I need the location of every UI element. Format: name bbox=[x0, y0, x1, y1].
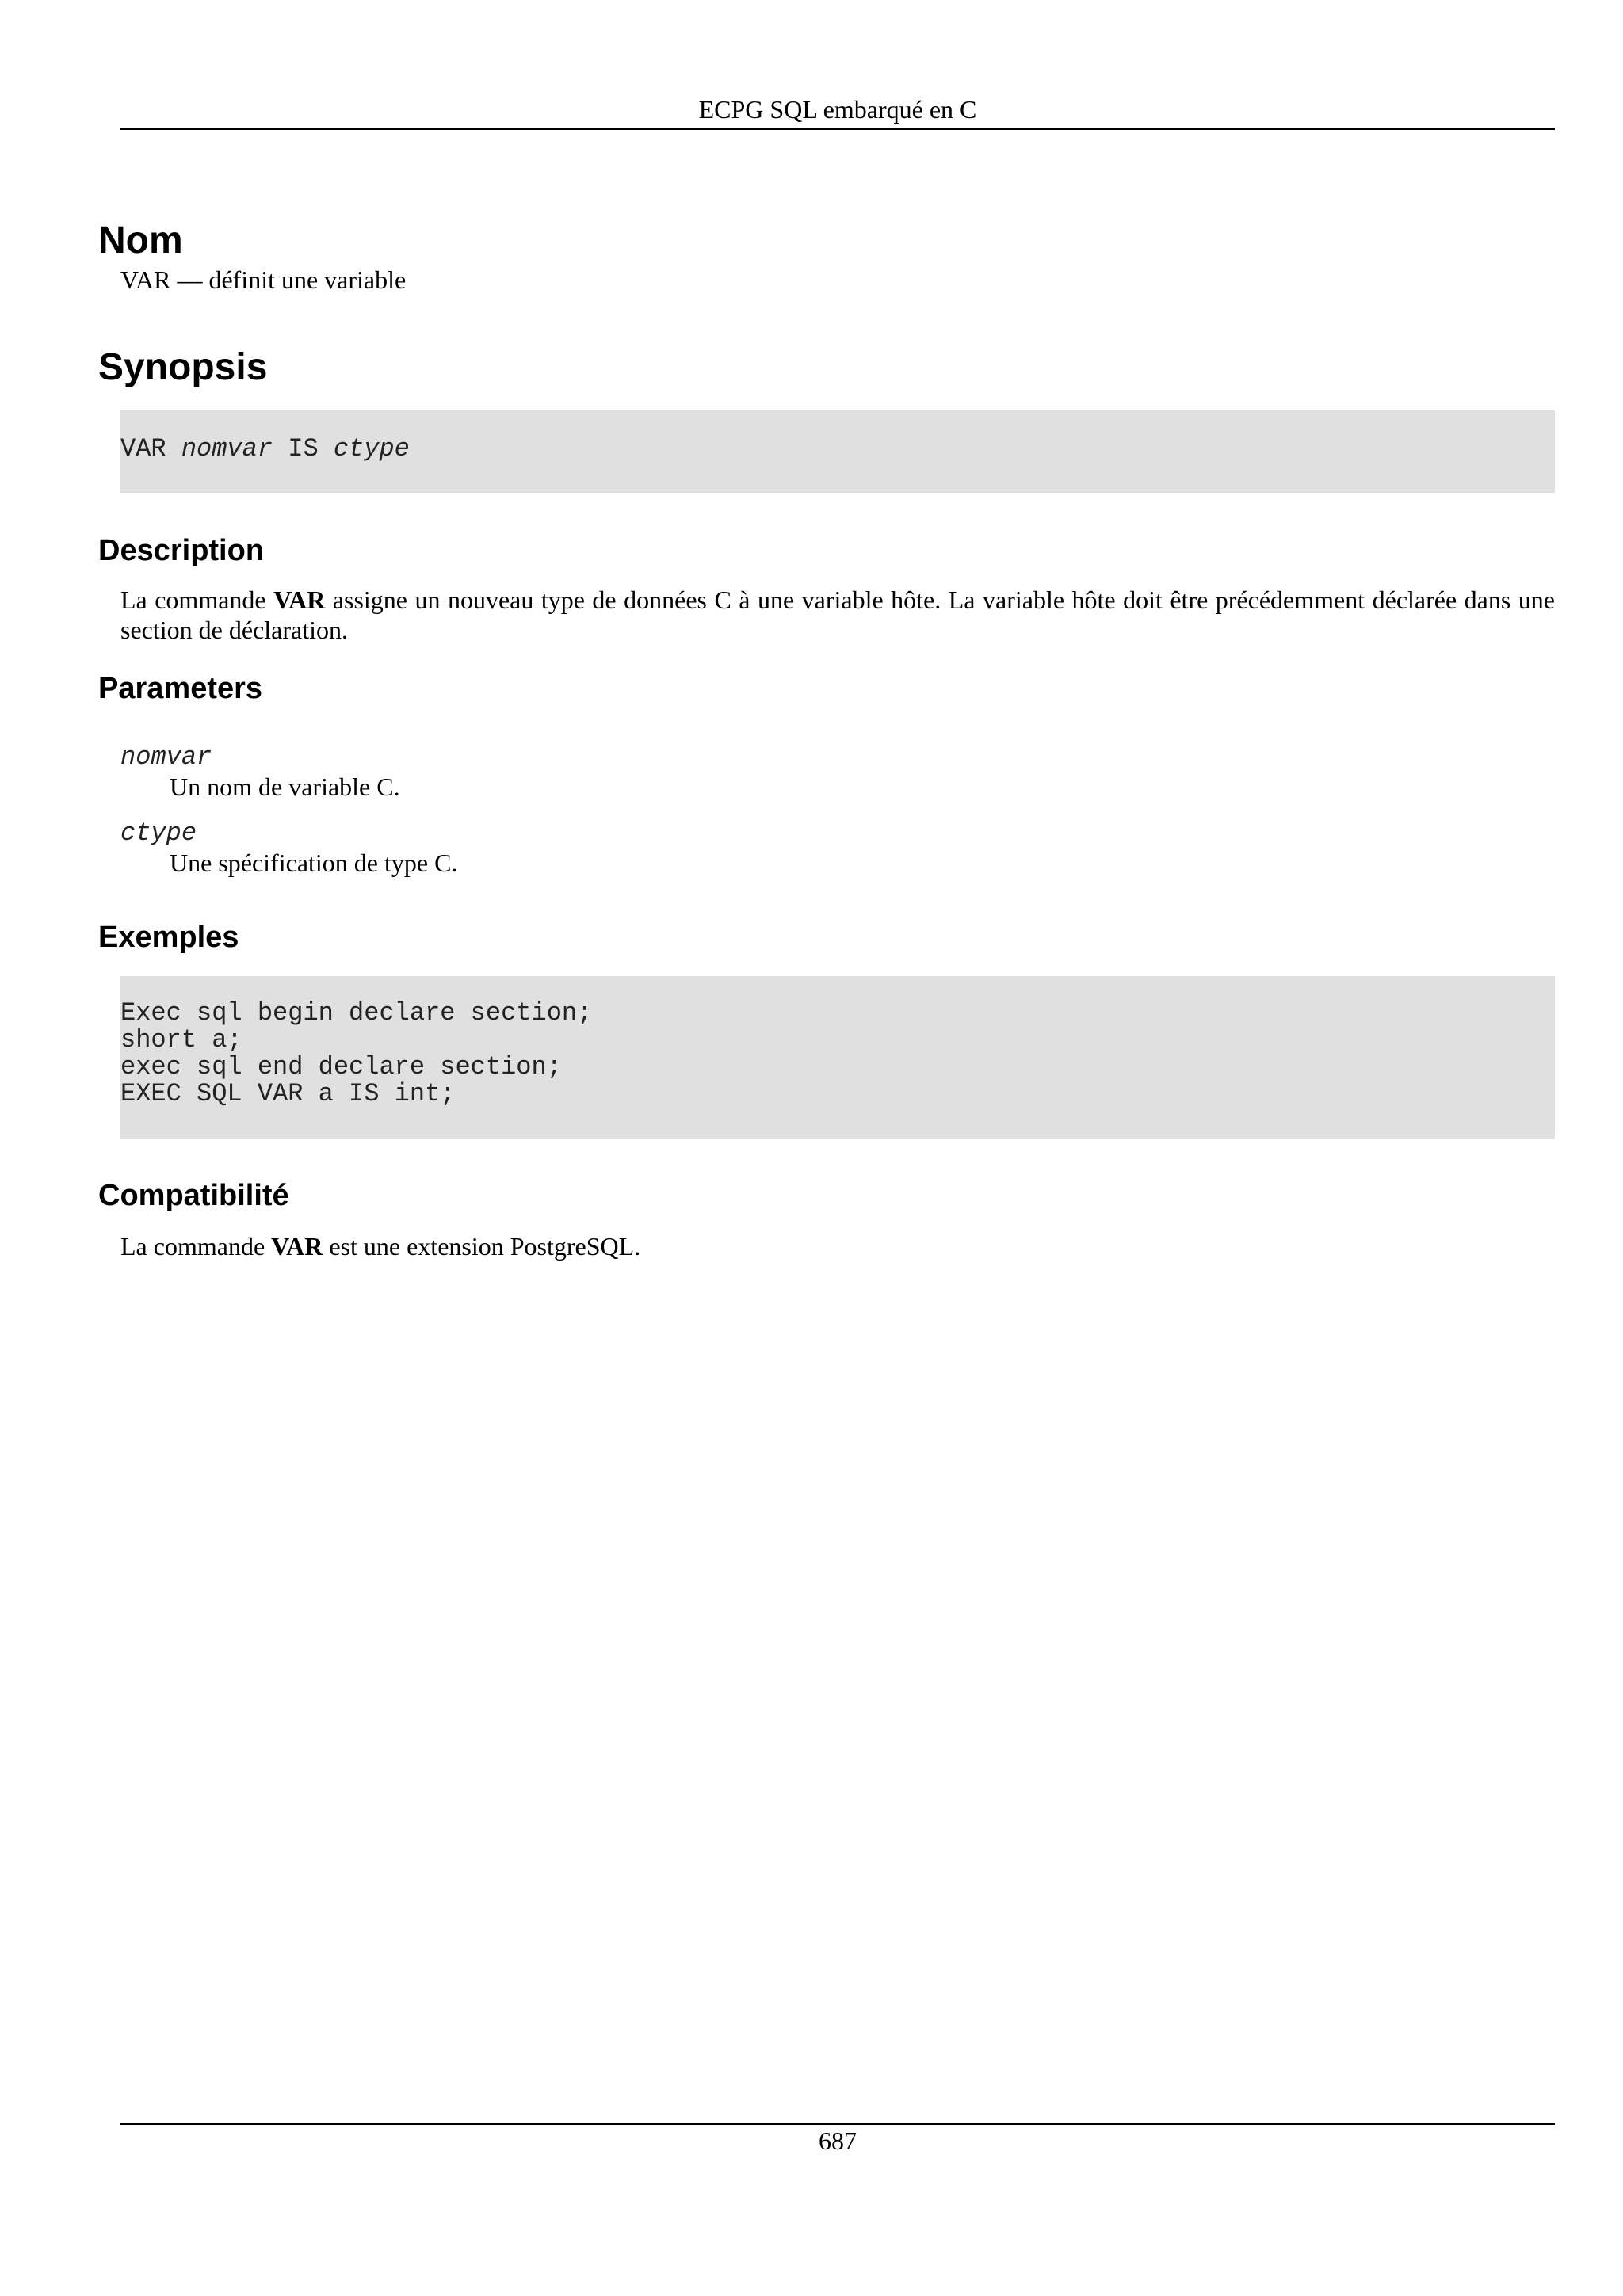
running-header: ECPG SQL embarqué en C bbox=[698, 95, 977, 124]
description-post: assigne un nouveau type de données C à une variable hôte. La variable hôte doit être précédemment déclarée dans une section de déclaration. bbox=[120, 585, 1556, 644]
parameter-term: ctype bbox=[120, 818, 197, 848]
nom-heading: Nom bbox=[98, 219, 183, 261]
exemples-code-block bbox=[120, 976, 1555, 1139]
synopsis-code-block bbox=[120, 410, 1555, 493]
synopsis-arg-nomvar: nomvar bbox=[181, 434, 273, 463]
code-line: short a; bbox=[120, 1025, 242, 1055]
parameters-heading: Parameters bbox=[98, 672, 263, 705]
synopsis-keyword-is: IS bbox=[273, 434, 334, 463]
parameter-definition: Un nom de variable C. bbox=[170, 772, 400, 801]
description-command: VAR bbox=[273, 585, 326, 614]
header-rule bbox=[120, 128, 1555, 130]
compatibilite-post: est une extension PostgreSQL. bbox=[323, 1232, 641, 1261]
code-line: Exec sql begin declare section; bbox=[120, 998, 593, 1028]
synopsis-arg-ctype: ctype bbox=[333, 434, 410, 463]
code-line: EXEC SQL VAR a IS int; bbox=[120, 1079, 456, 1108]
synopsis-keyword-var: VAR bbox=[120, 434, 181, 463]
description-text bbox=[120, 585, 1555, 645]
compatibilite-command: VAR bbox=[271, 1232, 323, 1261]
synopsis-code bbox=[120, 436, 410, 463]
compatibilite-text bbox=[120, 1231, 1555, 1261]
parameter-term: nomvar bbox=[120, 742, 212, 772]
description-heading: Description bbox=[98, 534, 265, 567]
code-line: exec sql end declare section; bbox=[120, 1052, 562, 1081]
parameter-definition: Une spécification de type C. bbox=[170, 849, 458, 877]
page-number: 687 bbox=[819, 2126, 857, 2155]
compatibilite-pre: La commande bbox=[120, 1232, 272, 1261]
description-pre: La commande bbox=[120, 585, 274, 614]
compatibilite-heading: Compatibilité bbox=[98, 1179, 289, 1212]
exemples-heading: Exemples bbox=[98, 921, 239, 954]
synopsis-heading: Synopsis bbox=[98, 346, 268, 388]
nom-text: VAR — définit une variable bbox=[120, 265, 407, 294]
